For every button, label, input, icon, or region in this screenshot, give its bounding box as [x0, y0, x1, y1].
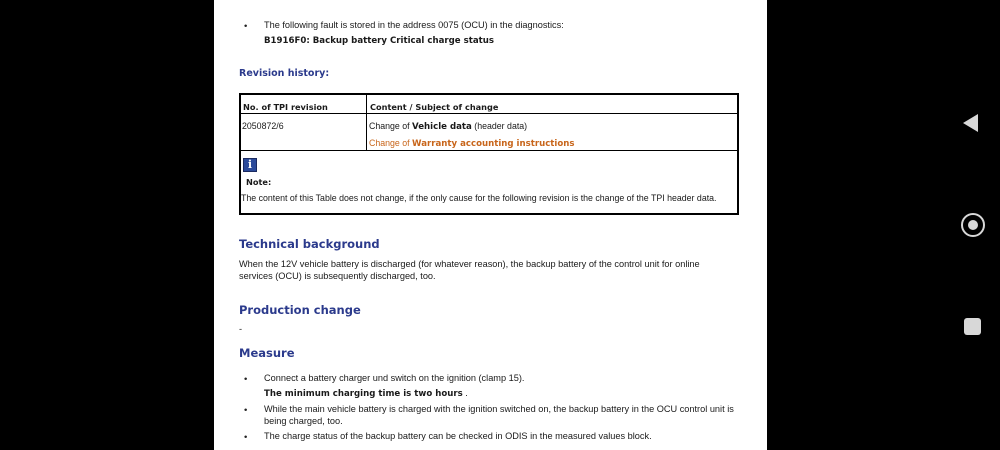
- change2-prefix: Change of: [369, 138, 413, 148]
- revision-number: 2050872/6: [242, 121, 284, 131]
- measure-heading: Measure: [239, 346, 295, 360]
- change-vehicle-data: [369, 121, 527, 132]
- change2-bold: Warranty accounting instructions: [412, 139, 575, 149]
- recents-icon[interactable]: [964, 318, 981, 335]
- col-header-content: Content / Subject of change: [370, 102, 499, 112]
- min-charging-time: The minimum charging time is two hours: [264, 389, 463, 399]
- col-header-revision: No. of TPI revision: [243, 102, 328, 112]
- note-text: The content of this Table does not change, if the only cause for the following revision is the change of the TPI header data.: [241, 193, 717, 203]
- bullet-icon: •: [244, 374, 248, 385]
- revision-heading: Revision history:: [239, 68, 330, 79]
- min-charging-tail: .: [462, 388, 468, 398]
- bullet-icon: •: [244, 405, 248, 416]
- measure-item-3: The charge status of the backup battery can be checked in ODIS in the measured values block.: [264, 431, 652, 441]
- technical-text: When the 12V vehicle battery is discharged (for whatever reason), the backup battery of the control unit for online services (OCU) is subsequently discharged, too.: [239, 259, 700, 281]
- note-label: Note:: [246, 177, 272, 187]
- revision-table: [239, 93, 739, 215]
- measure-item-1-note: [264, 387, 744, 400]
- intro-text: The following fault is stored in the address 0075 (OCU) in the diagnostics:: [264, 20, 564, 30]
- production-text: -: [239, 324, 243, 334]
- change1-suffix: (header data): [471, 121, 528, 131]
- measure-item-2: While the main vehicle battery is charged with the ignition switched on, the backup battery in the OCU control unit is being charged, too.: [264, 404, 734, 426]
- back-icon[interactable]: [963, 114, 978, 132]
- bullet-icon: •: [244, 432, 248, 443]
- change-warranty: [369, 138, 575, 149]
- change1-bold: Vehicle data: [412, 122, 472, 132]
- production-heading: Production change: [239, 303, 361, 317]
- bullet-icon: •: [244, 21, 248, 32]
- measure-item-1: Connect a battery charger und switch on the ignition (clamp 15).: [264, 373, 525, 383]
- change1-prefix: Change of: [369, 121, 413, 131]
- technical-heading: Technical background: [239, 237, 380, 251]
- home-icon[interactable]: [961, 213, 985, 237]
- info-icon: i: [243, 158, 257, 172]
- fault-code: B1916F0: Backup battery Critical charge status: [264, 36, 494, 46]
- document-page: [214, 0, 767, 450]
